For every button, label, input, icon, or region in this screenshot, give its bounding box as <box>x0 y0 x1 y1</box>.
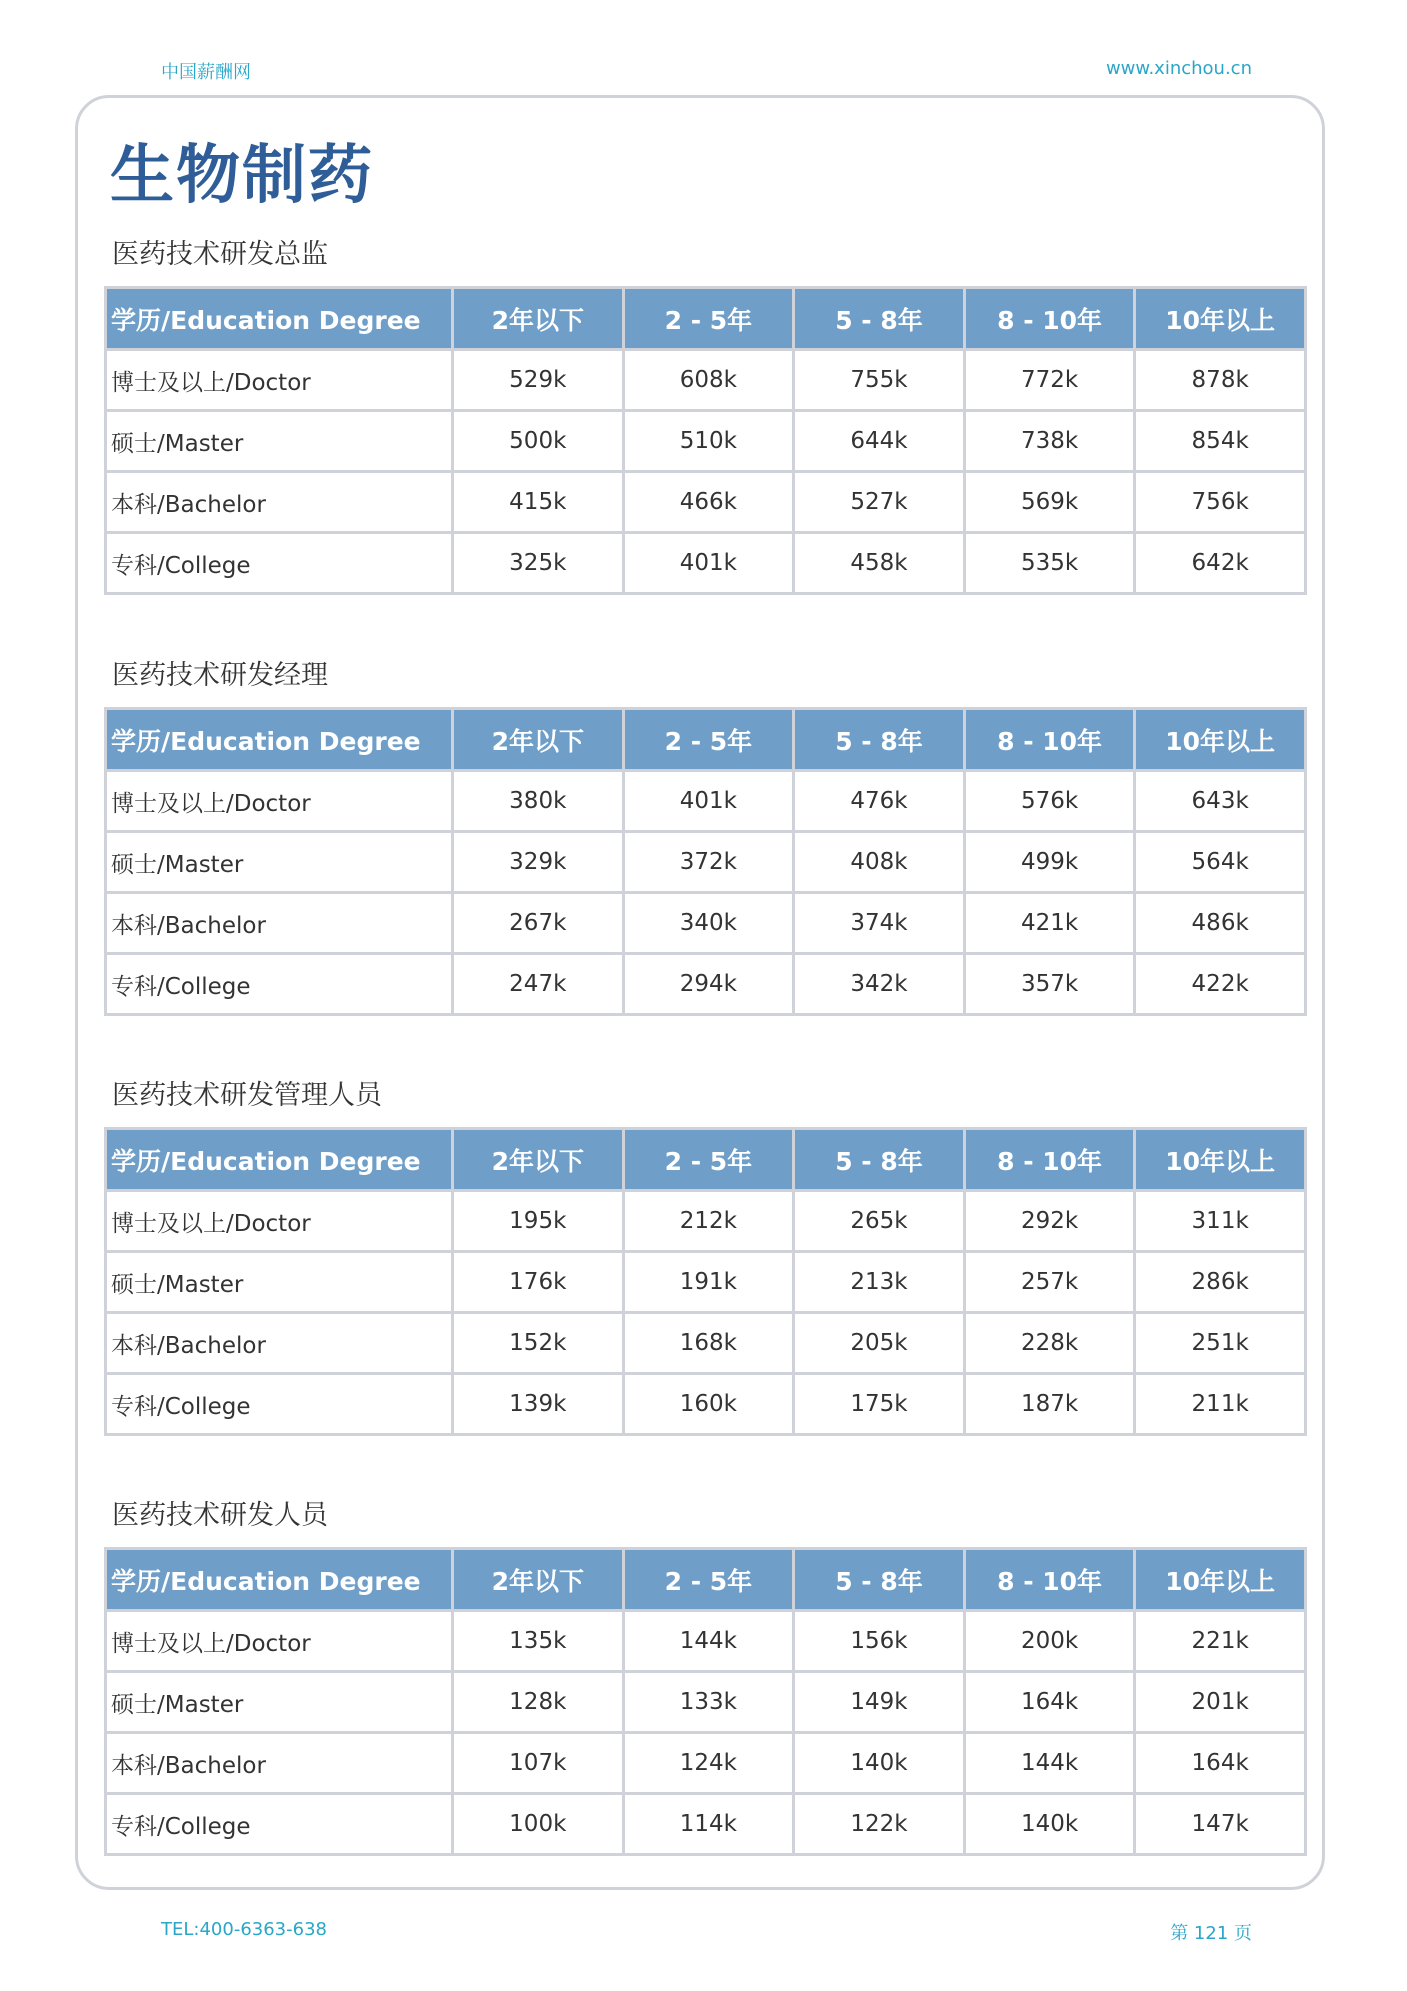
table-row <box>106 893 1306 954</box>
salary-table <box>104 286 1307 595</box>
salary-cell: 294k <box>623 954 794 1015</box>
salary-cell: 292k <box>964 1191 1135 1252</box>
column-header: 学历/Education Degree <box>106 288 453 350</box>
table-row <box>106 411 1306 472</box>
salary-cell: 164k <box>1135 1733 1306 1794</box>
degree-label: 硕士/Master <box>106 832 453 893</box>
degree-label: 博士及以上/Doctor <box>106 1611 453 1672</box>
salary-cell: 340k <box>623 893 794 954</box>
salary-section <box>104 659 1304 1016</box>
degree-label: 专科/College <box>106 954 453 1015</box>
column-header: 2年以下 <box>453 1129 624 1191</box>
salary-cell: 486k <box>1135 893 1306 954</box>
salary-cell: 175k <box>794 1374 965 1435</box>
column-header: 5 - 8年 <box>794 1549 965 1611</box>
column-header: 8 - 10年 <box>964 288 1135 350</box>
salary-cell: 213k <box>794 1252 965 1313</box>
salary-cell: 510k <box>623 411 794 472</box>
salary-cell: 257k <box>964 1252 1135 1313</box>
salary-cell: 140k <box>964 1794 1135 1855</box>
table-row <box>106 832 1306 893</box>
table-header-row <box>106 288 1306 350</box>
page-title: 生物制药 <box>110 139 374 213</box>
salary-cell: 527k <box>794 472 965 533</box>
table-row <box>106 1672 1306 1733</box>
salary-cell: 576k <box>964 771 1135 832</box>
salary-cell: 176k <box>453 1252 624 1313</box>
column-header: 10年以上 <box>1135 709 1306 771</box>
column-header: 2年以下 <box>453 288 624 350</box>
salary-cell: 286k <box>1135 1252 1306 1313</box>
section-title: 医药技术研发人员 <box>112 1500 328 1531</box>
salary-section <box>104 238 1304 595</box>
salary-cell: 772k <box>964 350 1135 411</box>
salary-cell: 564k <box>1135 832 1306 893</box>
salary-cell: 642k <box>1135 533 1306 594</box>
salary-cell: 535k <box>964 533 1135 594</box>
table-row <box>106 954 1306 1015</box>
column-header: 2年以下 <box>453 1549 624 1611</box>
table-row <box>106 1374 1306 1435</box>
salary-cell: 205k <box>794 1313 965 1374</box>
salary-cell: 156k <box>794 1611 965 1672</box>
degree-label: 硕士/Master <box>106 1252 453 1313</box>
salary-cell: 569k <box>964 472 1135 533</box>
table-header-row <box>106 1129 1306 1191</box>
table-row <box>106 1252 1306 1313</box>
column-header: 学历/Education Degree <box>106 709 453 771</box>
salary-cell: 168k <box>623 1313 794 1374</box>
salary-cell: 211k <box>1135 1374 1306 1435</box>
salary-cell: 380k <box>453 771 624 832</box>
salary-cell: 152k <box>453 1313 624 1374</box>
salary-cell: 643k <box>1135 771 1306 832</box>
salary-cell: 149k <box>794 1672 965 1733</box>
table-row <box>106 1794 1306 1855</box>
salary-cell: 311k <box>1135 1191 1306 1252</box>
degree-label: 博士及以上/Doctor <box>106 350 453 411</box>
table-row <box>106 1611 1306 1672</box>
table-header-row <box>106 1549 1306 1611</box>
table-header-row <box>106 709 1306 771</box>
salary-cell: 408k <box>794 832 965 893</box>
column-header: 8 - 10年 <box>964 709 1135 771</box>
salary-cell: 124k <box>623 1733 794 1794</box>
salary-cell: 247k <box>453 954 624 1015</box>
salary-cell: 738k <box>964 411 1135 472</box>
salary-cell: 357k <box>964 954 1135 1015</box>
column-header: 10年以上 <box>1135 288 1306 350</box>
section-title: 医药技术研发经理 <box>112 660 328 691</box>
salary-cell: 128k <box>453 1672 624 1733</box>
salary-cell: 122k <box>794 1794 965 1855</box>
column-header: 2 - 5年 <box>623 1129 794 1191</box>
degree-label: 硕士/Master <box>106 411 453 472</box>
footer-phone: TEL:400-6363-638 <box>161 1919 327 1940</box>
salary-cell: 421k <box>964 893 1135 954</box>
salary-cell: 265k <box>794 1191 965 1252</box>
table-row <box>106 771 1306 832</box>
column-header: 8 - 10年 <box>964 1129 1135 1191</box>
salary-cell: 458k <box>794 533 965 594</box>
salary-section <box>104 1079 1304 1436</box>
degree-label: 专科/College <box>106 1374 453 1435</box>
salary-cell: 267k <box>453 893 624 954</box>
column-header: 学历/Education Degree <box>106 1129 453 1191</box>
degree-label: 博士及以上/Doctor <box>106 771 453 832</box>
salary-cell: 329k <box>453 832 624 893</box>
column-header: 2 - 5年 <box>623 1549 794 1611</box>
salary-cell: 372k <box>623 832 794 893</box>
salary-cell: 466k <box>623 472 794 533</box>
column-header: 5 - 8年 <box>794 709 965 771</box>
salary-cell: 500k <box>453 411 624 472</box>
salary-cell: 200k <box>964 1611 1135 1672</box>
salary-cell: 164k <box>964 1672 1135 1733</box>
salary-cell: 191k <box>623 1252 794 1313</box>
degree-label: 博士及以上/Doctor <box>106 1191 453 1252</box>
salary-table <box>104 707 1307 1016</box>
salary-cell: 160k <box>623 1374 794 1435</box>
salary-cell: 342k <box>794 954 965 1015</box>
salary-cell: 140k <box>794 1733 965 1794</box>
column-header: 8 - 10年 <box>964 1549 1135 1611</box>
column-header: 2 - 5年 <box>623 709 794 771</box>
section-title: 医药技术研发总监 <box>112 239 328 270</box>
salary-cell: 374k <box>794 893 965 954</box>
salary-cell: 144k <box>964 1733 1135 1794</box>
salary-cell: 756k <box>1135 472 1306 533</box>
salary-cell: 854k <box>1135 411 1306 472</box>
salary-cell: 401k <box>623 771 794 832</box>
site-url[interactable]: www.xinchou.cn <box>1105 58 1252 79</box>
column-header: 10年以上 <box>1135 1549 1306 1611</box>
salary-table <box>104 1127 1307 1436</box>
site-name: 中国薪酬网 <box>161 62 251 83</box>
column-header: 2 - 5年 <box>623 288 794 350</box>
column-header: 2年以下 <box>453 709 624 771</box>
salary-section <box>104 1499 1304 1856</box>
column-header: 5 - 8年 <box>794 1129 965 1191</box>
salary-cell: 107k <box>453 1733 624 1794</box>
salary-cell: 755k <box>794 350 965 411</box>
salary-cell: 608k <box>623 350 794 411</box>
salary-cell: 133k <box>623 1672 794 1733</box>
salary-cell: 212k <box>623 1191 794 1252</box>
footer-page-number: 第 121 页 <box>1170 1923 1252 1944</box>
section-title: 医药技术研发管理人员 <box>112 1080 382 1111</box>
salary-cell: 139k <box>453 1374 624 1435</box>
salary-cell: 476k <box>794 771 965 832</box>
salary-cell: 195k <box>453 1191 624 1252</box>
salary-table <box>104 1547 1307 1856</box>
salary-cell: 529k <box>453 350 624 411</box>
salary-cell: 325k <box>453 533 624 594</box>
degree-label: 本科/Bachelor <box>106 1313 453 1374</box>
degree-label: 本科/Bachelor <box>106 1733 453 1794</box>
table-row <box>106 1733 1306 1794</box>
degree-label: 硕士/Master <box>106 1672 453 1733</box>
salary-cell: 147k <box>1135 1794 1306 1855</box>
salary-cell: 201k <box>1135 1672 1306 1733</box>
degree-label: 专科/College <box>106 1794 453 1855</box>
column-header: 学历/Education Degree <box>106 1549 453 1611</box>
table-row <box>106 533 1306 594</box>
salary-cell: 114k <box>623 1794 794 1855</box>
salary-cell: 187k <box>964 1374 1135 1435</box>
salary-cell: 135k <box>453 1611 624 1672</box>
salary-cell: 228k <box>964 1313 1135 1374</box>
salary-cell: 422k <box>1135 954 1306 1015</box>
degree-label: 本科/Bachelor <box>106 893 453 954</box>
table-row <box>106 350 1306 411</box>
table-row <box>106 472 1306 533</box>
salary-cell: 878k <box>1135 350 1306 411</box>
salary-cell: 415k <box>453 472 624 533</box>
table-row <box>106 1313 1306 1374</box>
salary-cell: 100k <box>453 1794 624 1855</box>
salary-cell: 499k <box>964 832 1135 893</box>
table-row <box>106 1191 1306 1252</box>
degree-label: 专科/College <box>106 533 453 594</box>
column-header: 10年以上 <box>1135 1129 1306 1191</box>
salary-cell: 644k <box>794 411 965 472</box>
column-header: 5 - 8年 <box>794 288 965 350</box>
salary-cell: 144k <box>623 1611 794 1672</box>
degree-label: 本科/Bachelor <box>106 472 453 533</box>
salary-cell: 251k <box>1135 1313 1306 1374</box>
salary-cell: 221k <box>1135 1611 1306 1672</box>
salary-cell: 401k <box>623 533 794 594</box>
